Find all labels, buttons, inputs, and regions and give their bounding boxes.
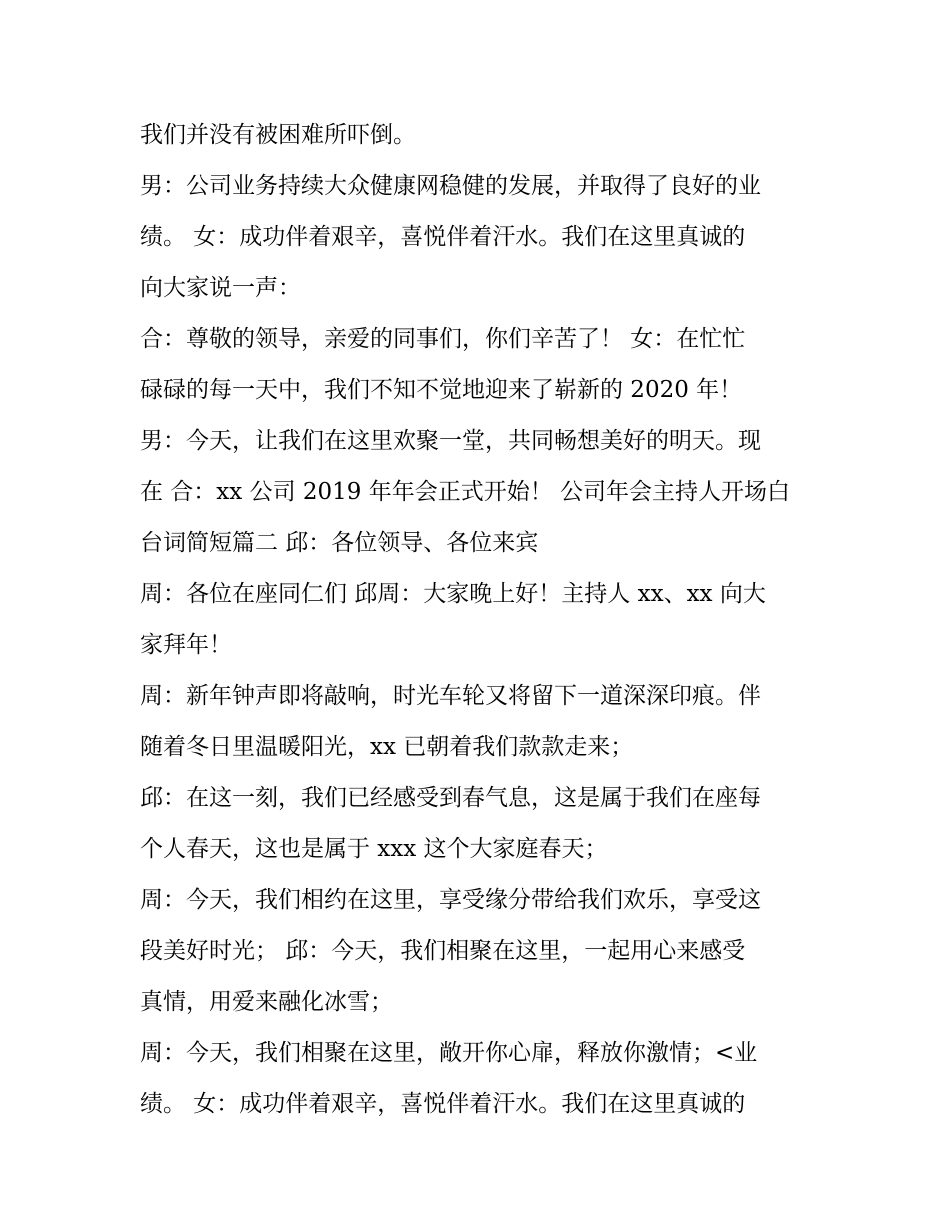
text-line: 男：今天，让我们在这里欢聚一堂，共同畅想美好的明天。现 (140, 428, 761, 454)
text-line: 绩。 女：成功伴着艰辛，喜悦伴着汗水。我们在这里真诚的 (140, 224, 746, 250)
text-line: 我们并没有被困难所吓倒。 (140, 122, 416, 148)
text-line: 绩。 女：成功伴着艰辛，喜悦伴着汗水。我们在这里真诚的 (140, 1091, 746, 1117)
text-line: 家拜年！ (140, 632, 232, 658)
document-body (140, 110, 820, 1130)
text-line: 合：尊敬的领导，亲爱的同事们，你们辛苦了！ 女：在忙忙 (140, 326, 746, 352)
text-line: 周：今天，我们相聚在这里，敞开你心扉，释放你激情；<业 (140, 1040, 758, 1066)
text-line: 周：今天，我们相约在这里，享受缘分带给我们欢乐，享受这 (140, 887, 761, 913)
text-line: 周：各位在座同仁们 邱周：大家晚上好！主持人 xx、xx 向大 (140, 581, 766, 607)
text-line: 邱：在这一刻，我们已经感受到春气息，这是属于我们在座每 (140, 785, 761, 811)
text-line: 随着冬日里温暖阳光，xx 已朝着我们款款走来； (140, 734, 634, 760)
text-line: 向大家说一声： (140, 275, 301, 301)
text-line: 段美好时光； 邱：今天，我们相聚在这里，一起用心来感受 (140, 938, 746, 964)
text-line: 碌碌的每一天中，我们不知不觉地迎来了崭新的 2020 年！ (140, 377, 743, 403)
text-line: 个人春天，这也是属于 xxx 这个大家庭春天； (140, 836, 608, 862)
text-line: 真情，用爱来融化冰雪； (140, 989, 393, 1015)
text-line: 在 合：xx 公司 2019 年年会正式开始！ 公司年会主持人开场白 (140, 479, 791, 505)
text-line: 男：公司业务持续大众健康网稳健的发展，并取得了良好的业 (140, 173, 761, 199)
text-line: 周：新年钟声即将敲响，时光车轮又将留下一道深深印痕。伴 (140, 683, 761, 709)
text-line: 台词简短篇二 邱：各位领导、各位来宾 (140, 530, 539, 556)
